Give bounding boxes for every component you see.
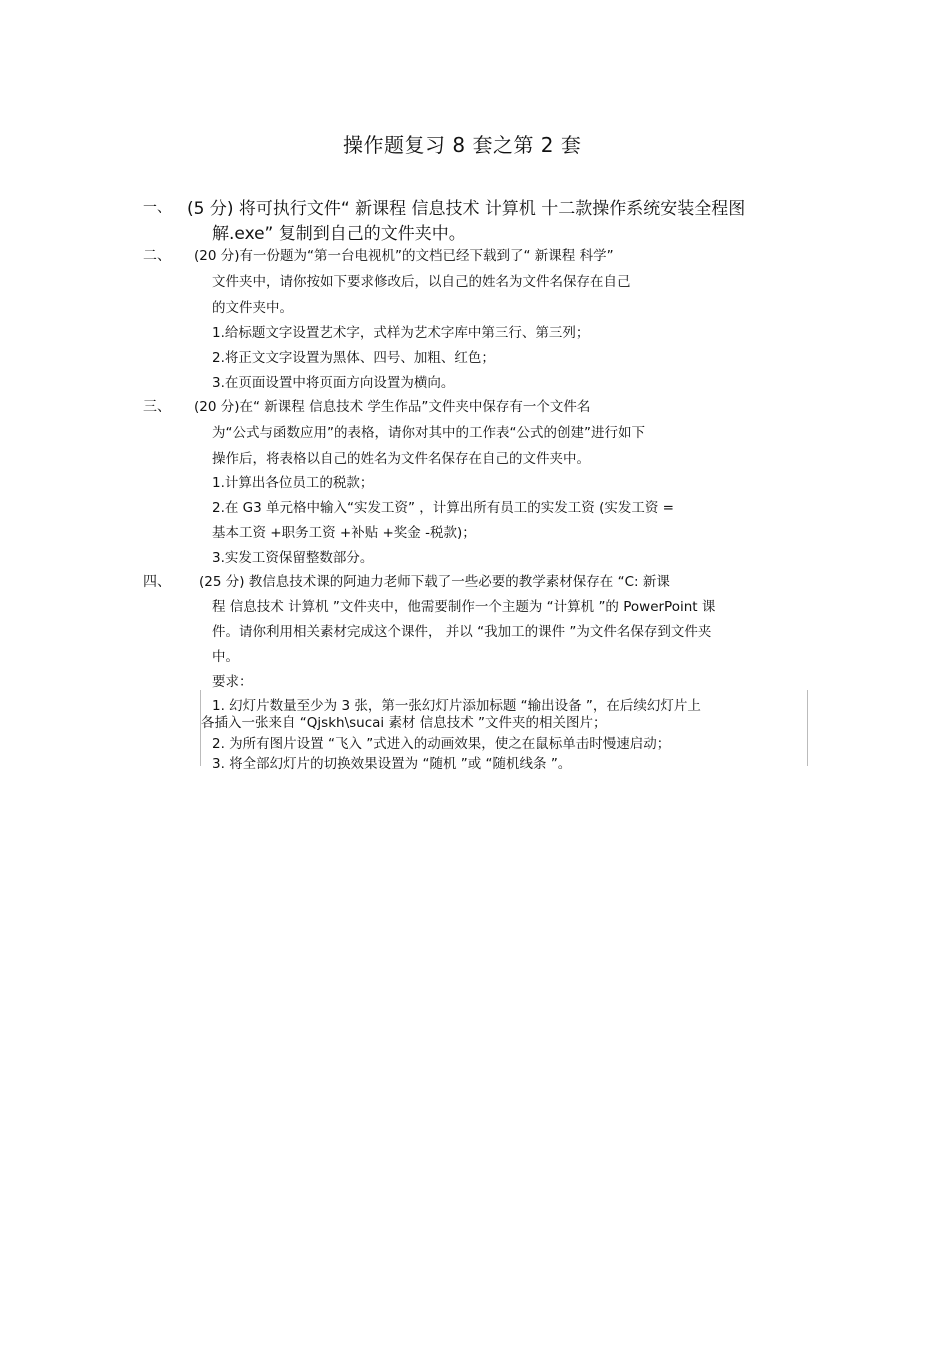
q2-number: 二、 xyxy=(143,248,171,264)
q4-line-3: 件。请你利用相关素材完成这个课件， 并以 “我加工的课件 ”为文件名保存到文件夹 xyxy=(212,624,712,640)
q3-line-1: (20 分)在“ 新课程 信息技术 学生作品”文件夹中保存有一个文件名 xyxy=(194,399,591,415)
q1-line-2: 解.exe” 复制到自己的文件夹中。 xyxy=(212,224,466,244)
q2-item-2: 2.将正文文字设置为黑体、四号、加粗、红色； xyxy=(212,350,495,366)
q4-req-item-3: 3. 将全部幻灯片的切换效果设置为 “随机 ”或 “随机线条 ”。 xyxy=(212,756,572,772)
q4-line-4: 中。 xyxy=(212,649,239,665)
q4-requirements-label: 要求： xyxy=(212,674,253,690)
q2-line-3: 的文件夹中。 xyxy=(212,300,293,316)
q3-item-3: 3.实发工资保留整数部分。 xyxy=(212,550,374,566)
q2-line-2: 文件夹中，请你按如下要求修改后，以自己的姓名为文件名保存在自己 xyxy=(212,274,631,290)
q3-number: 三、 xyxy=(143,399,171,415)
page-title: 操作题复习 8 套之第 2 套 xyxy=(343,133,582,157)
q3-item-2-cont: 基本工资 +职务工资 +补贴 +奖金 -税款)； xyxy=(212,525,476,541)
q4-req-item-1-cont: 各插入一张来自 “Qjskh\sucai 素材 信息技术 ”文件夹的相关图片； xyxy=(201,715,607,731)
q4-number: 四、 xyxy=(143,574,171,590)
q4-line-2: 程 信息技术 计算机 ”文件夹中，他需要制作一个主题为 “计算机 ”的 PowerPoint 课 xyxy=(212,599,716,615)
q2-line-1: (20 分)有一份题为“第一台电视机”的文档已经下载到了“ 新课程 科学” xyxy=(194,248,614,264)
q1-number: 一、 xyxy=(143,200,171,216)
q2-item-1: 1.给标题文字设置艺术字，式样为艺术字库中第三行、第三列； xyxy=(212,325,590,341)
q2-item-3: 3.在页面设置中将页面方向设置为横向。 xyxy=(212,375,455,391)
q3-line-3: 操作后，将表格以自己的姓名为文件名保存在自己的文件夹中。 xyxy=(212,451,590,467)
q1-line-1: (5 分) 将可执行文件“ 新课程 信息技术 计算机 十二款操作系统安装全程图 xyxy=(187,199,746,219)
q4-req-item-1: 1. 幻灯片数量至少为 3 张，第一张幻灯片添加标题 “输出设备 ”，在后续幻灯片上 xyxy=(212,698,701,714)
q4-req-item-2: 2. 为所有图片设置 “飞入 ”式进入的动画效果，使之在鼠标单击时慢速启动； xyxy=(212,736,671,752)
q3-item-2: 2.在 G3 单元格中输入“实发工资” ，计算出所有员工的实发工资 (实发工资 = xyxy=(212,500,674,516)
q3-item-1: 1.计算出各位员工的税款； xyxy=(212,475,374,491)
q3-line-2: 为“公式与函数应用”的表格，请你对其中的工作表“公式的创建”进行如下 xyxy=(212,425,645,441)
q4-line-1: (25 分) 教信息技术课的阿迪力老师下载了一些必要的教学素材保存在 “C: 新课 xyxy=(199,574,670,590)
